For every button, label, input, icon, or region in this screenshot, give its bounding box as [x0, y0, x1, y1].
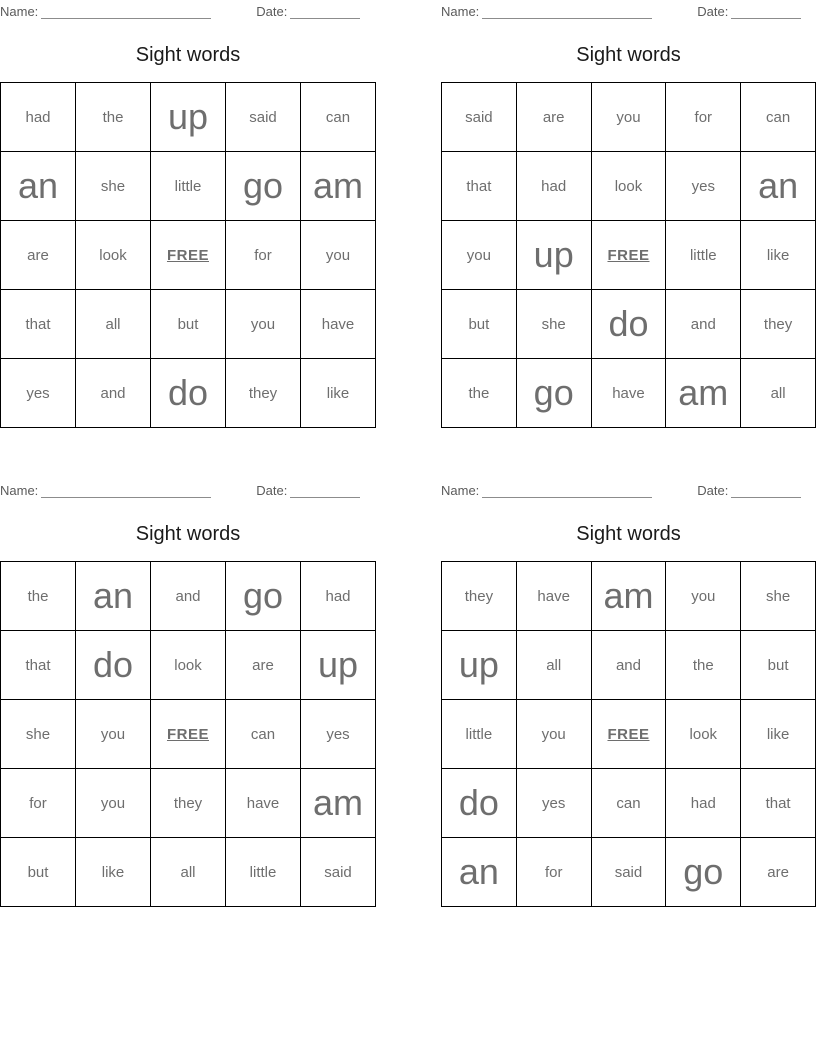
- bingo-row: [442, 838, 816, 907]
- bingo-cell: yes: [1, 359, 76, 428]
- bingo-cell: up: [442, 631, 517, 700]
- name-date-row: [441, 4, 816, 22]
- bingo-cell: up: [516, 221, 591, 290]
- bingo-cell: had: [301, 562, 376, 631]
- bingo-row: [442, 290, 816, 359]
- bingo-cell: said: [442, 83, 517, 152]
- bingo-cell: an: [741, 152, 816, 221]
- date-label: Date:: [256, 483, 288, 498]
- bingo-cell: do: [442, 769, 517, 838]
- name-date-row: [0, 4, 376, 22]
- date-label: Date:: [697, 483, 729, 498]
- bingo-cell: like: [76, 838, 151, 907]
- bingo-cell: can: [226, 700, 301, 769]
- bingo-cell: she: [76, 152, 151, 221]
- bingo-row: [1, 769, 376, 838]
- bingo-cell: for: [226, 221, 301, 290]
- bingo-cell: an: [1, 152, 76, 221]
- bingo-cell: am: [666, 359, 741, 428]
- bingo-row: [1, 83, 376, 152]
- bingo-row: [442, 152, 816, 221]
- bingo-cell: go: [666, 838, 741, 907]
- bingo-cell: little: [226, 838, 301, 907]
- bingo-cell: you: [76, 700, 151, 769]
- bingo-cell: little: [666, 221, 741, 290]
- bingo-cell: an: [76, 562, 151, 631]
- bingo-cell: for: [1, 769, 76, 838]
- bingo-cell: you: [301, 221, 376, 290]
- name-date-row: [0, 483, 376, 501]
- bingo-grid: [441, 82, 816, 428]
- date-blank-line: [290, 483, 360, 498]
- bingo-cell: you: [442, 221, 517, 290]
- bingo-grid: [0, 82, 376, 428]
- date-blank-line: [731, 4, 801, 19]
- bingo-row: [1, 562, 376, 631]
- bingo-row: [442, 221, 816, 290]
- bingo-row: [1, 700, 376, 769]
- bingo-cell: for: [516, 838, 591, 907]
- bingo-cell: and: [151, 562, 226, 631]
- bingo-row: [1, 152, 376, 221]
- bingo-row: [1, 221, 376, 290]
- bingo-cell: do: [151, 359, 226, 428]
- bingo-row: [442, 631, 816, 700]
- bingo-cell: are: [516, 83, 591, 152]
- bingo-cell: all: [741, 359, 816, 428]
- bingo-cell: you: [226, 290, 301, 359]
- bingo-cell: are: [226, 631, 301, 700]
- bingo-cell: she: [516, 290, 591, 359]
- bingo-cell: you: [591, 83, 666, 152]
- bingo-cell: go: [226, 562, 301, 631]
- bingo-cell: you: [516, 700, 591, 769]
- bingo-cell: you: [666, 562, 741, 631]
- bingo-row: [1, 359, 376, 428]
- bingo-cell: said: [301, 838, 376, 907]
- bingo-cell: are: [1, 221, 76, 290]
- bingo-cell: am: [301, 152, 376, 221]
- bingo-row: [442, 769, 816, 838]
- bingo-cell: go: [226, 152, 301, 221]
- date-label: Date:: [256, 4, 288, 19]
- bingo-cell: she: [741, 562, 816, 631]
- bingo-row: [442, 562, 816, 631]
- name-date-row: [441, 483, 816, 501]
- name-blank-line: [41, 4, 211, 19]
- bingo-cell: like: [741, 221, 816, 290]
- bingo-cell: am: [591, 562, 666, 631]
- bingo-cell: like: [301, 359, 376, 428]
- bingo-cell: and: [591, 631, 666, 700]
- bingo-cell: they: [226, 359, 301, 428]
- bingo-cell: the: [1, 562, 76, 631]
- bingo-cell: like: [741, 700, 816, 769]
- bingo-cell: the: [666, 631, 741, 700]
- bingo-row: [1, 631, 376, 700]
- bingo-cell: but: [151, 290, 226, 359]
- bingo-cell: she: [1, 700, 76, 769]
- bingo-cell: yes: [516, 769, 591, 838]
- name-blank-line: [41, 483, 211, 498]
- name-label: Name:: [0, 4, 39, 19]
- name-blank-line: [482, 483, 652, 498]
- name-blank-line: [482, 4, 652, 19]
- bingo-cell: can: [591, 769, 666, 838]
- bingo-row: [1, 290, 376, 359]
- bingo-cell: that: [1, 290, 76, 359]
- bingo-cell: for: [666, 83, 741, 152]
- bingo-grid: [441, 561, 816, 907]
- date-label: Date:: [697, 4, 729, 19]
- bingo-row: [442, 700, 816, 769]
- bingo-cell: yes: [666, 152, 741, 221]
- bingo-cell: little: [442, 700, 517, 769]
- bingo-row: [1, 838, 376, 907]
- bingo-cell: have: [226, 769, 301, 838]
- bingo-grid: [0, 561, 376, 907]
- bingo-cell: yes: [301, 700, 376, 769]
- bingo-cell: had: [516, 152, 591, 221]
- bingo-cell: but: [442, 290, 517, 359]
- bingo-cell: all: [76, 290, 151, 359]
- bingo-cell: up: [151, 83, 226, 152]
- free-cell: FREE: [591, 700, 666, 769]
- bingo-cell: said: [226, 83, 301, 152]
- bingo-cell: can: [741, 83, 816, 152]
- bingo-cell: do: [591, 290, 666, 359]
- bingo-cell: do: [76, 631, 151, 700]
- bingo-cell: have: [301, 290, 376, 359]
- bingo-cell: up: [301, 631, 376, 700]
- bingo-row: [442, 359, 816, 428]
- bingo-cell: they: [741, 290, 816, 359]
- bingo-cell: all: [516, 631, 591, 700]
- bingo-cell: little: [151, 152, 226, 221]
- bingo-cell: have: [591, 359, 666, 428]
- bingo-cell: look: [591, 152, 666, 221]
- name-label: Name:: [441, 483, 480, 498]
- bingo-cell: that: [1, 631, 76, 700]
- card-title: Sight words: [135, 44, 241, 66]
- bingo-cell: have: [516, 562, 591, 631]
- bingo-cell: the: [442, 359, 517, 428]
- card-title: Sight words: [135, 523, 241, 545]
- bingo-row: [442, 83, 816, 152]
- bingo-cell: and: [666, 290, 741, 359]
- bingo-cell: can: [301, 83, 376, 152]
- name-label: Name:: [0, 483, 39, 498]
- bingo-cell: you: [76, 769, 151, 838]
- free-cell: FREE: [151, 700, 226, 769]
- bingo-cell: look: [76, 221, 151, 290]
- name-label: Name:: [441, 4, 480, 19]
- bingo-cell: said: [591, 838, 666, 907]
- bingo-cell: am: [301, 769, 376, 838]
- bingo-cell: that: [741, 769, 816, 838]
- bingo-cell: go: [516, 359, 591, 428]
- bingo-cell: all: [151, 838, 226, 907]
- bingo-cell: look: [666, 700, 741, 769]
- bingo-cell: look: [151, 631, 226, 700]
- free-cell: FREE: [591, 221, 666, 290]
- free-cell: FREE: [151, 221, 226, 290]
- bingo-cell: had: [666, 769, 741, 838]
- bingo-cell: an: [442, 838, 517, 907]
- bingo-cell: had: [1, 83, 76, 152]
- bingo-cell: that: [442, 152, 517, 221]
- bingo-cell: the: [76, 83, 151, 152]
- bingo-cell: but: [741, 631, 816, 700]
- bingo-cell: but: [1, 838, 76, 907]
- card-title: Sight words: [576, 44, 681, 66]
- date-blank-line: [290, 4, 360, 19]
- bingo-cell: and: [76, 359, 151, 428]
- date-blank-line: [731, 483, 801, 498]
- bingo-cell: they: [151, 769, 226, 838]
- bingo-cell: they: [442, 562, 517, 631]
- card-title: Sight words: [576, 523, 681, 545]
- bingo-cell: are: [741, 838, 816, 907]
